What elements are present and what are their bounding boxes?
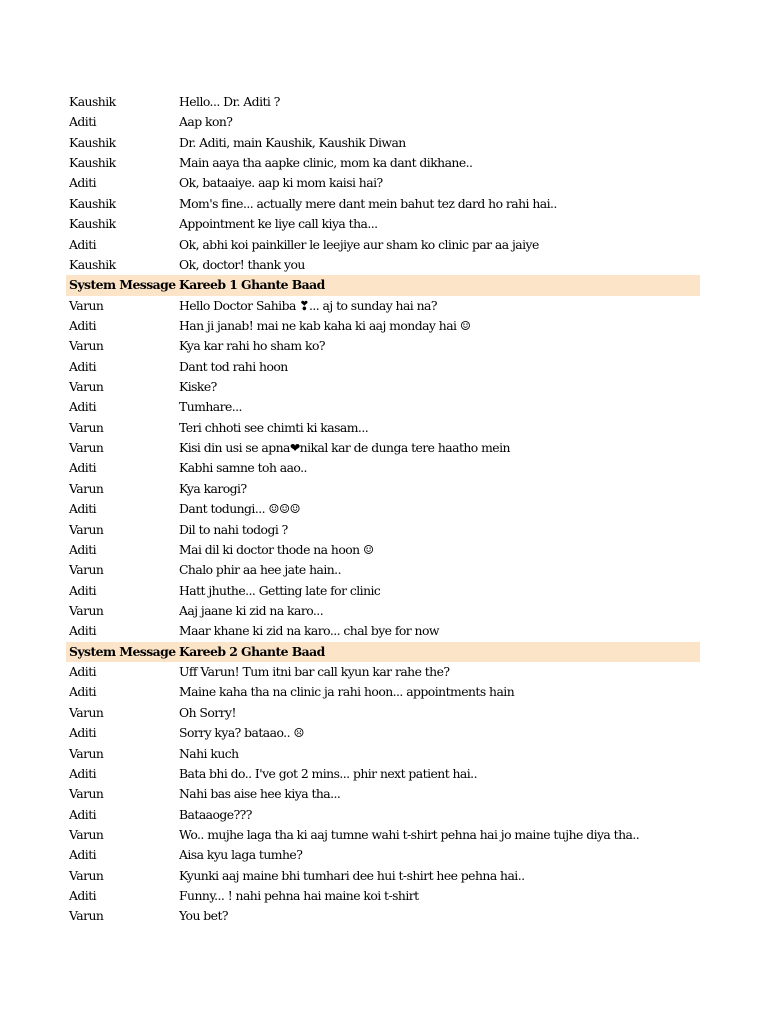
message-text: Dil to nahi todogi ?	[179, 521, 288, 537]
speaker-name: Kaushik	[69, 94, 116, 109]
chat-row	[66, 336, 700, 356]
chat-row	[66, 499, 700, 519]
message-text: Bataaoge???	[179, 806, 252, 822]
system-message-row	[66, 275, 700, 295]
chat-row	[66, 845, 700, 865]
speaker-name: Aditi	[69, 399, 97, 415]
speaker-name: Aditi	[69, 358, 97, 374]
message-text: Sorry kya? bataao.. ☹	[179, 725, 304, 741]
speaker-name: Aditi	[69, 847, 97, 863]
speaker-name: Varun	[69, 745, 104, 761]
chat-row	[66, 662, 700, 682]
speaker-name: Kaushik	[69, 155, 116, 171]
message-text: Kya karogi?	[179, 480, 247, 496]
message-text: Dr. Aditi, main Kaushik, Kaushik Diwan	[179, 134, 406, 150]
message-text: Kabhi samne toh aao..	[179, 460, 307, 476]
message-text: Hatt jhuthe... Getting late for clinic	[179, 582, 381, 598]
message-text: Kareeb 2 Ghante Baad	[179, 643, 325, 659]
message-text: Appointment ke liye call kiya tha...	[179, 216, 378, 232]
chat-row	[66, 357, 700, 377]
message-text: Teri chhoti see chimti ki kasam...	[179, 419, 369, 435]
speaker-name: System Message	[69, 643, 176, 659]
speaker-name: Kaushik	[69, 134, 116, 150]
message-text: Oh Sorry!	[179, 704, 236, 720]
message-text: Nahi bas aise hee kiya tha...	[179, 786, 341, 802]
speaker-name: Varun	[69, 419, 104, 435]
speaker-name: Varun	[69, 521, 104, 537]
speaker-name: Varun	[69, 602, 104, 618]
chat-row	[66, 438, 700, 458]
speaker-name: Kaushik	[69, 216, 116, 232]
speaker-name: Varun	[69, 826, 104, 842]
speaker-name: Varun	[69, 338, 104, 354]
chat-row	[66, 235, 700, 255]
chat-row	[66, 397, 700, 417]
speaker-name: Aditi	[69, 765, 97, 781]
message-text: Aap kon?	[179, 114, 233, 130]
chat-row	[66, 723, 700, 743]
message-text: Dant tod rahi hoon	[179, 358, 288, 374]
speaker-name: Kaushik	[69, 256, 116, 272]
chat-row	[66, 560, 700, 580]
message-text: Wo.. mujhe laga tha ki aaj tumne wahi t-shirt pehna hai jo maine tujhe diya tha..	[179, 826, 640, 842]
chat-row	[66, 621, 700, 641]
speaker-name: System Message	[69, 277, 176, 293]
chat-row	[66, 133, 700, 153]
message-text: Tumhare...	[179, 399, 242, 415]
message-text: Main aaya tha aapke clinic, mom ka dant dikhane..	[179, 155, 473, 171]
message-text: You bet?	[179, 908, 228, 924]
message-text: Hello Doctor Sahiba ❣... aj to sunday hai na?	[179, 297, 437, 313]
speaker-name: Aditi	[69, 684, 97, 700]
chat-transcript-table	[66, 92, 700, 927]
message-text: Kisi din usi se apna❤nikal kar de dunga tere haatho mein	[179, 440, 510, 456]
chat-row	[66, 805, 700, 825]
speaker-name: Aditi	[69, 317, 97, 333]
message-text: Han ji janab! mai ne kab kaha ki aaj monday hai ☺	[179, 317, 471, 333]
speaker-name: Aditi	[69, 725, 97, 741]
message-text: Kya kar rahi ho sham ko?	[179, 338, 325, 354]
speaker-name: Aditi	[69, 236, 97, 252]
message-text: Ok, abhi koi painkiller le leejiye aur sham ko clinic par aa jaiye	[179, 236, 539, 252]
message-text: Chalo phir aa hee jate hain..	[179, 562, 341, 578]
speaker-name: Aditi	[69, 582, 97, 598]
message-text: Maine kaha tha na clinic ja rahi hoon... appointments hain	[179, 684, 515, 700]
speaker-name: Varun	[69, 562, 104, 578]
chat-row	[66, 194, 700, 214]
speaker-name: Aditi	[69, 460, 97, 476]
chat-row	[66, 255, 700, 275]
message-text: Mai dil ki doctor thode na hoon ☺	[179, 541, 374, 557]
speaker-name: Varun	[69, 704, 104, 720]
chat-row	[66, 458, 700, 478]
message-text: Kareeb 1 Ghante Baad	[179, 277, 325, 293]
message-text: Ok, doctor! thank you	[179, 256, 305, 272]
message-text: Bata bhi do.. I've got 2 mins... phir next patient hai..	[179, 765, 477, 781]
speaker-name: Aditi	[69, 623, 97, 639]
speaker-name: Aditi	[69, 541, 97, 557]
message-text: Nahi kuch	[179, 745, 239, 761]
message-text: Uff Varun! Tum itni bar call kyun kar rahe the?	[179, 664, 450, 680]
message-text: Hello... Dr. Aditi ?	[179, 94, 280, 109]
message-text: Aisa kyu laga tumhe?	[179, 847, 303, 863]
chat-row	[66, 906, 700, 926]
chat-row	[66, 886, 700, 906]
chat-row	[66, 581, 700, 601]
chat-row	[66, 744, 700, 764]
message-text: Kyunki aaj maine bhi tumhari dee hui t-shirt hee pehna hai..	[179, 867, 525, 883]
chat-row	[66, 520, 700, 540]
chat-row	[66, 784, 700, 804]
chat-row	[66, 825, 700, 845]
speaker-name: Varun	[69, 480, 104, 496]
chat-row	[66, 866, 700, 886]
chat-row	[66, 764, 700, 784]
message-text: Dant todungi... ☺☺☺	[179, 501, 301, 517]
speaker-name: Varun	[69, 867, 104, 883]
message-text: Kiske?	[179, 379, 217, 395]
speaker-name: Varun	[69, 297, 104, 313]
message-text: Ok, bataaiye. aap ki mom kaisi hai?	[179, 175, 383, 191]
speaker-name: Aditi	[69, 501, 97, 517]
chat-row	[66, 316, 700, 336]
speaker-name: Varun	[69, 440, 104, 456]
speaker-name: Aditi	[69, 664, 97, 680]
chat-row	[66, 92, 700, 112]
system-message-row	[66, 642, 700, 662]
chat-row	[66, 682, 700, 702]
chat-row	[66, 296, 700, 316]
message-text: Maar khane ki zid na karo... chal bye for now	[179, 623, 439, 639]
speaker-name: Varun	[69, 379, 104, 395]
chat-row	[66, 377, 700, 397]
chat-row	[66, 153, 700, 173]
speaker-name: Kaushik	[69, 195, 116, 211]
speaker-name: Varun	[69, 786, 104, 802]
speaker-name: Aditi	[69, 888, 97, 904]
chat-row	[66, 601, 700, 621]
chat-row	[66, 479, 700, 499]
message-text: Mom's fine... actually mere dant mein bahut tez dard ho rahi hai..	[179, 195, 557, 211]
chat-row	[66, 112, 700, 132]
message-text: Aaj jaane ki zid na karo...	[179, 602, 324, 618]
speaker-name: Aditi	[69, 806, 97, 822]
speaker-name: Aditi	[69, 175, 97, 191]
speaker-name: Varun	[69, 908, 104, 924]
speaker-name: Aditi	[69, 114, 97, 130]
message-text: Funny... ! nahi pehna hai maine koi t-shirt	[179, 888, 419, 904]
chat-row	[66, 214, 700, 234]
chat-row	[66, 703, 700, 723]
chat-row	[66, 173, 700, 193]
chat-row	[66, 418, 700, 438]
chat-row	[66, 540, 700, 560]
